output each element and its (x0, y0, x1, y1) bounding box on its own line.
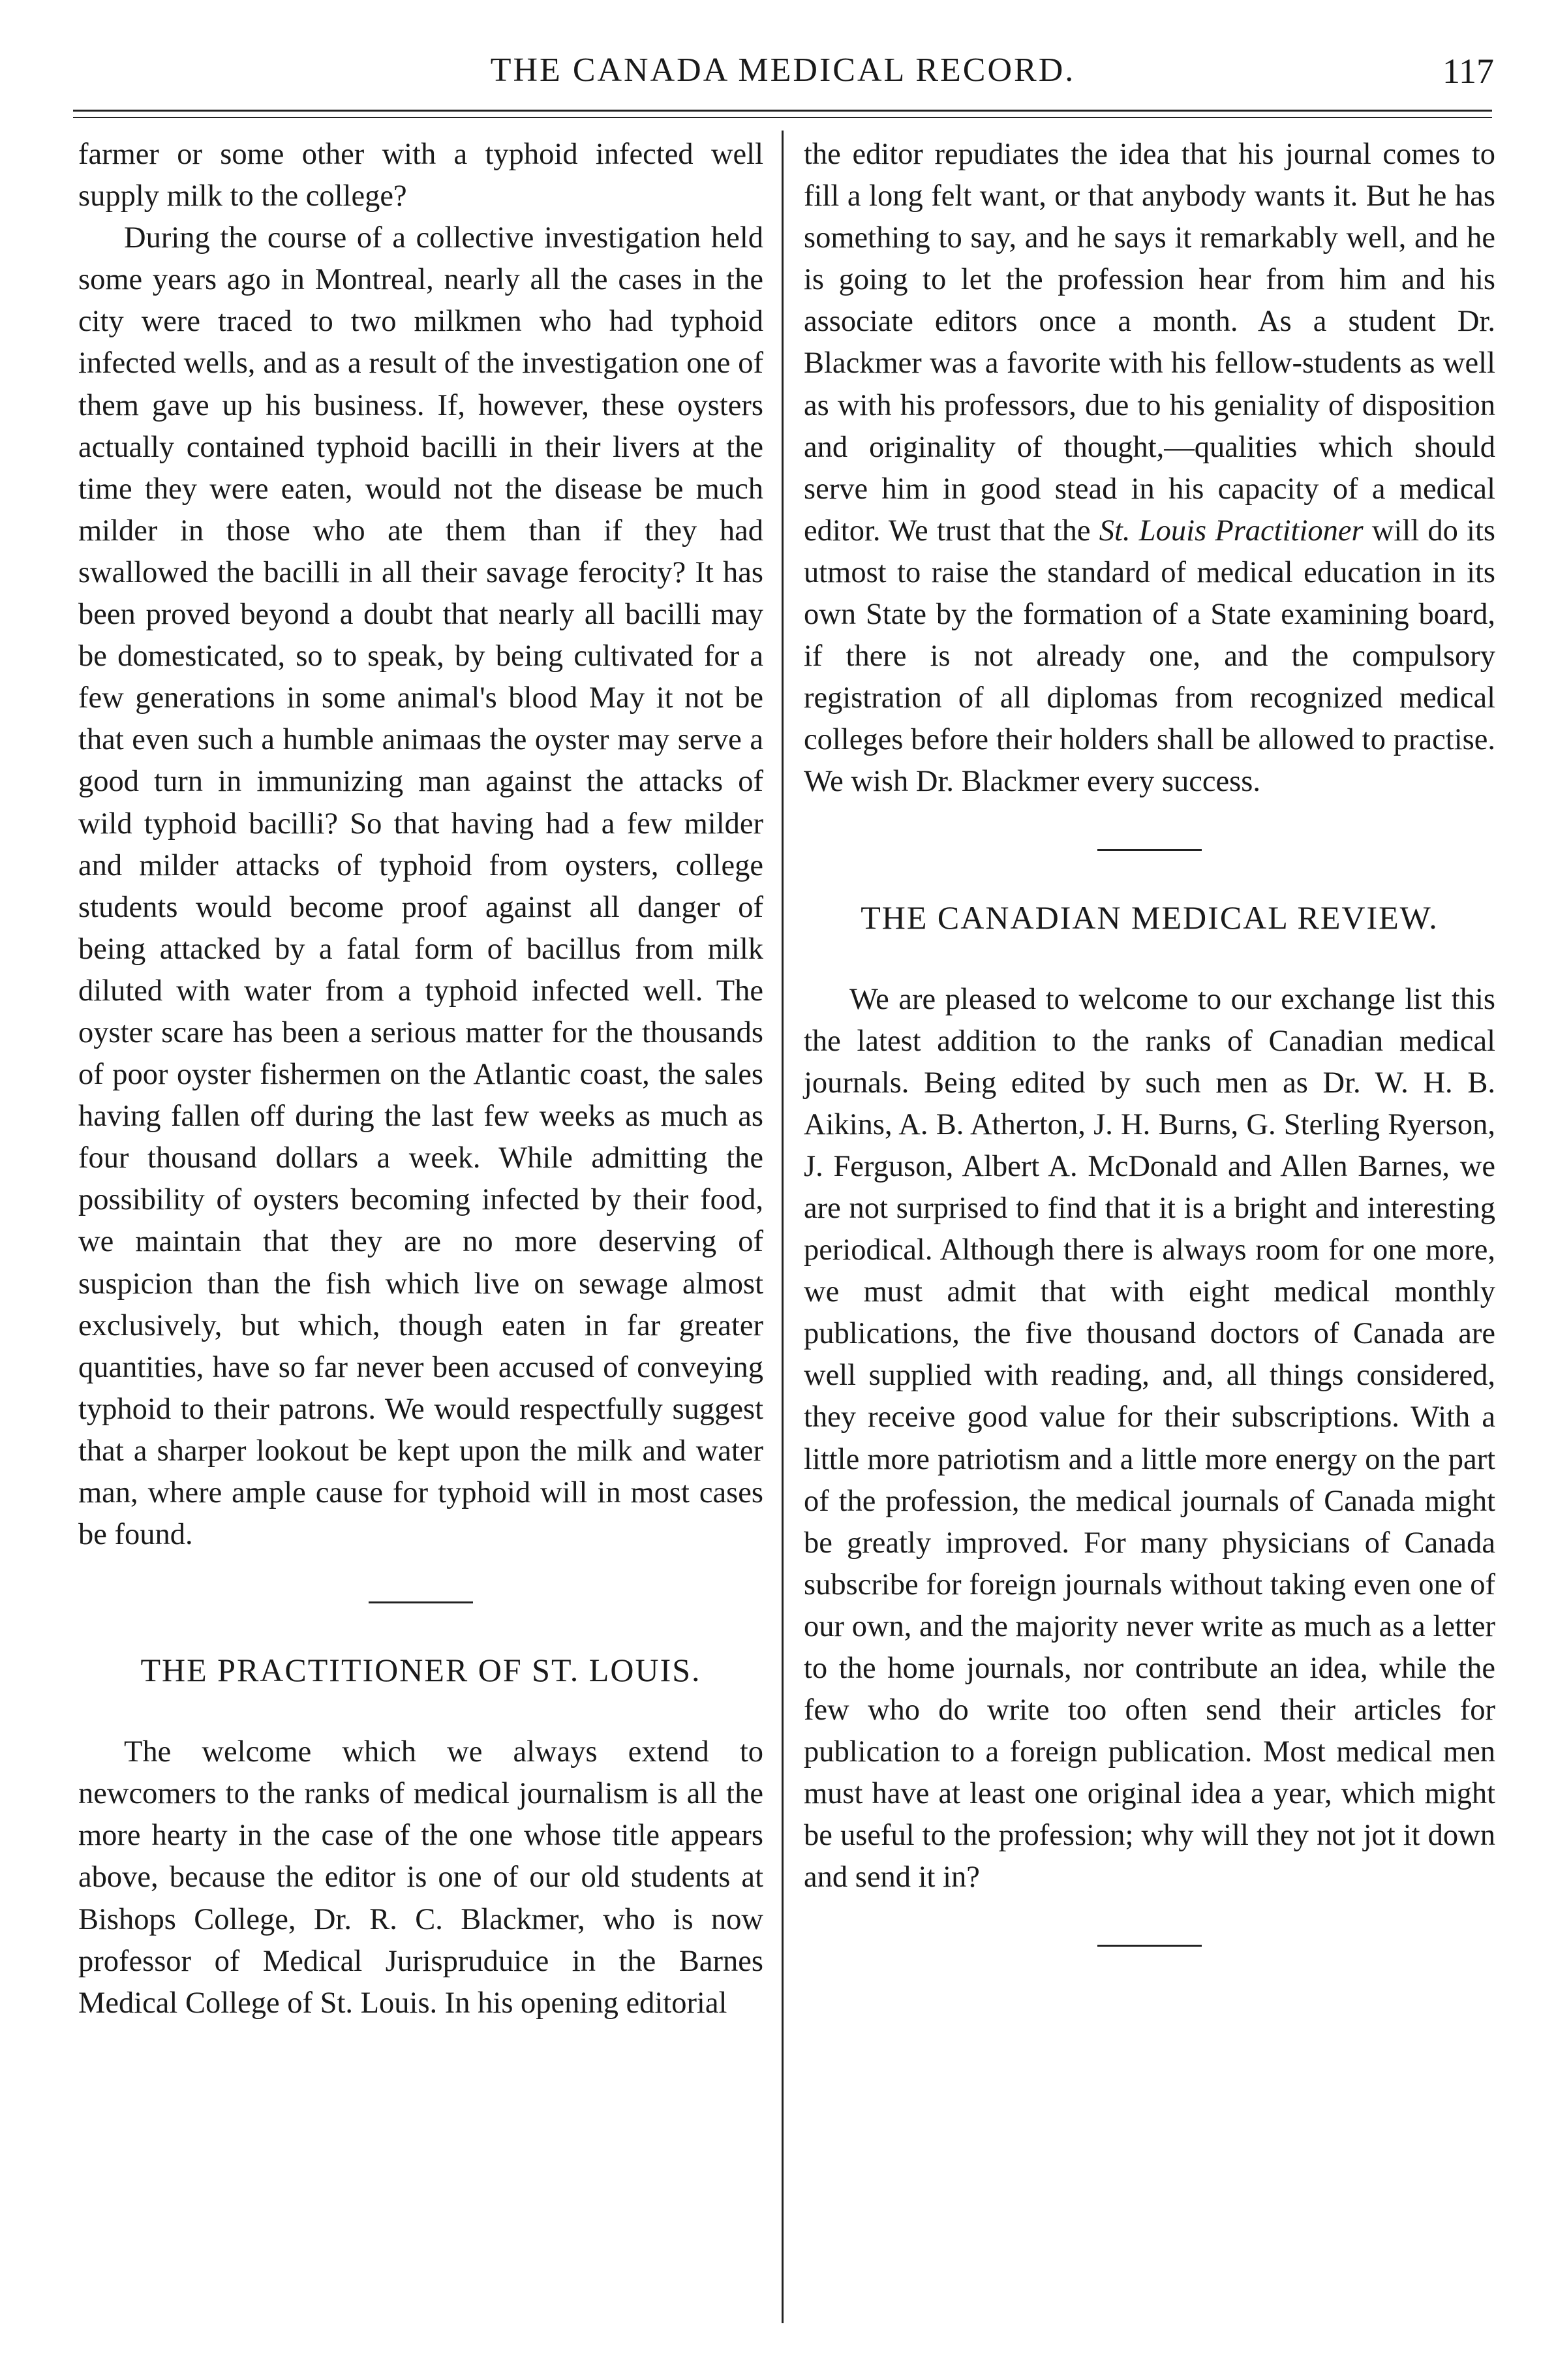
journal-name-italic: St. Louis Practitioner (1099, 514, 1364, 548)
section-divider (369, 1601, 473, 1603)
right-paragraph-review: We are pleased to welcome to our exchange list this the latest addition to the ranks of Canadian medical journals. Being edited by such men as Dr. W. H. B. Aikins, A. B. Atherton, J. H. Burns, G. Sterling Ryerson, J. Ferguson, Albert A. McDonald and Allen Barnes, we are not surprised to find that it is a bright and interesting periodical. Although there is always room for one more, we must admit that with eight medical monthly publications, the five thousand doctors of Canada are well supplied with reading, and, all things considered, they receive good value for their subscriptions. With a little more patriotism and a little more energy on the part of the profession, the medical journals of Canada might be greatly improved. For many physicians of Canada subscribe for foreign journals without taking even one of our own, and the majority never write as much as a letter to the home journals, nor contribute an idea, while the few who do write too often send their articles for publication to a foreign publication. Most medical men must have at least one original idea a year, which might be useful to the profession; why will they not jot it down and send it in? (804, 982, 1495, 1894)
left-paragraph-typhoid: During the course of a collective investigation held some years ago in Montreal, nearly all the cases in the city were traced to two milkmen who had typhoid infected wells, and as a result of the investigation one of them gave up his business. If, however, these oysters actually contained typhoid bacilli in their livers at the time they were eaten, would not the disease be much milder in those who ate them than if they had swallowed the bacilli in all their savage ferocity? It has been proved beyond a doubt that nearly all bacilli may be domesticated, so to speak, by being cultivated for a few generations in some animal's blood May it not be that even such a humble animaas the oyster may serve a good turn in immunizing man against the attacks of wild typhoid bacilli? So that having had a few milder and milder attacks of typhoid from oysters, college students would become proof against all danger of being attacked by a fatal form of bacillus from milk diluted with water from a typhoid infected well. The oyster scare has been a serious matter for the thousands of poor oyster fishermen on the Atlantic coast, the sales having fallen off during the last few weeks as much as four thousand dollars a week. While admitting the possibility of oysters becoming infected by their food, we maintain that they are no more deserving of suspicion than the fish which live on sewage almost exclusively, but which, though eaten in far greater quantities, have so far never been accused of conveying typhoid to their patrons. We would respectfully suggest that a sharper lookout be kept upon the milk and water man, where ample cause for typhoid will in most cases be found. (78, 221, 763, 1552)
header-rule (73, 110, 1492, 118)
right-paragraph-editor (804, 134, 1495, 803)
text-run: will do its utmost to raise the standard of medical education in its own State by the formation of a State examining board, if there is not already one, and the compulsory registration of all diplomas from recognized medical colleges before their holders shall be allowed to practise. We wish Dr. Blackmer every success. (804, 514, 1495, 799)
right-column (804, 134, 1495, 1992)
section-divider (1097, 1945, 1202, 1947)
left-paragraph-practitioner: The welcome which we always extend to newcomers to the ranks of medical journalism is all the more hearty in the case of the one whose title appears above, because the editor is one of our old students at Bishops College, Dr. R. C. Blackmer, who is now professor of Medical Jurispruduice in the Barnes Medical College of St. Louis. In his opening editorial (78, 1735, 763, 2020)
section-title-practitioner: THE PRACTITIONER OF ST. LOUIS. (140, 1652, 701, 1689)
left-column (78, 134, 763, 2024)
page-number: 117 (1442, 52, 1494, 91)
journal-title: THE CANADA MEDICAL RECORD. (490, 52, 1076, 89)
page-header (65, 51, 1501, 103)
section-title-canadian-review: THE CANADIAN MEDICAL REVIEW. (861, 899, 1439, 936)
text-run: the editor repudiates the idea that his journal comes to fill a long felt want, or that anybody wants it. But he has something to say, and he says it remarkably well, and he is going to let the profession hear from him and his associate editors once a month. As a student Dr. Blackmer was a favorite with his fellow-students as well as with his professors, due to his geniality of disposition and originality of thought,—qualities which should serve him in good stead in his capacity of a medical editor. We trust that the (804, 138, 1495, 548)
section-divider (1097, 849, 1202, 851)
column-divider (782, 131, 784, 2323)
left-paragraph-continued: farmer or some other with a typhoid infected well supply milk to the college? (78, 138, 763, 213)
